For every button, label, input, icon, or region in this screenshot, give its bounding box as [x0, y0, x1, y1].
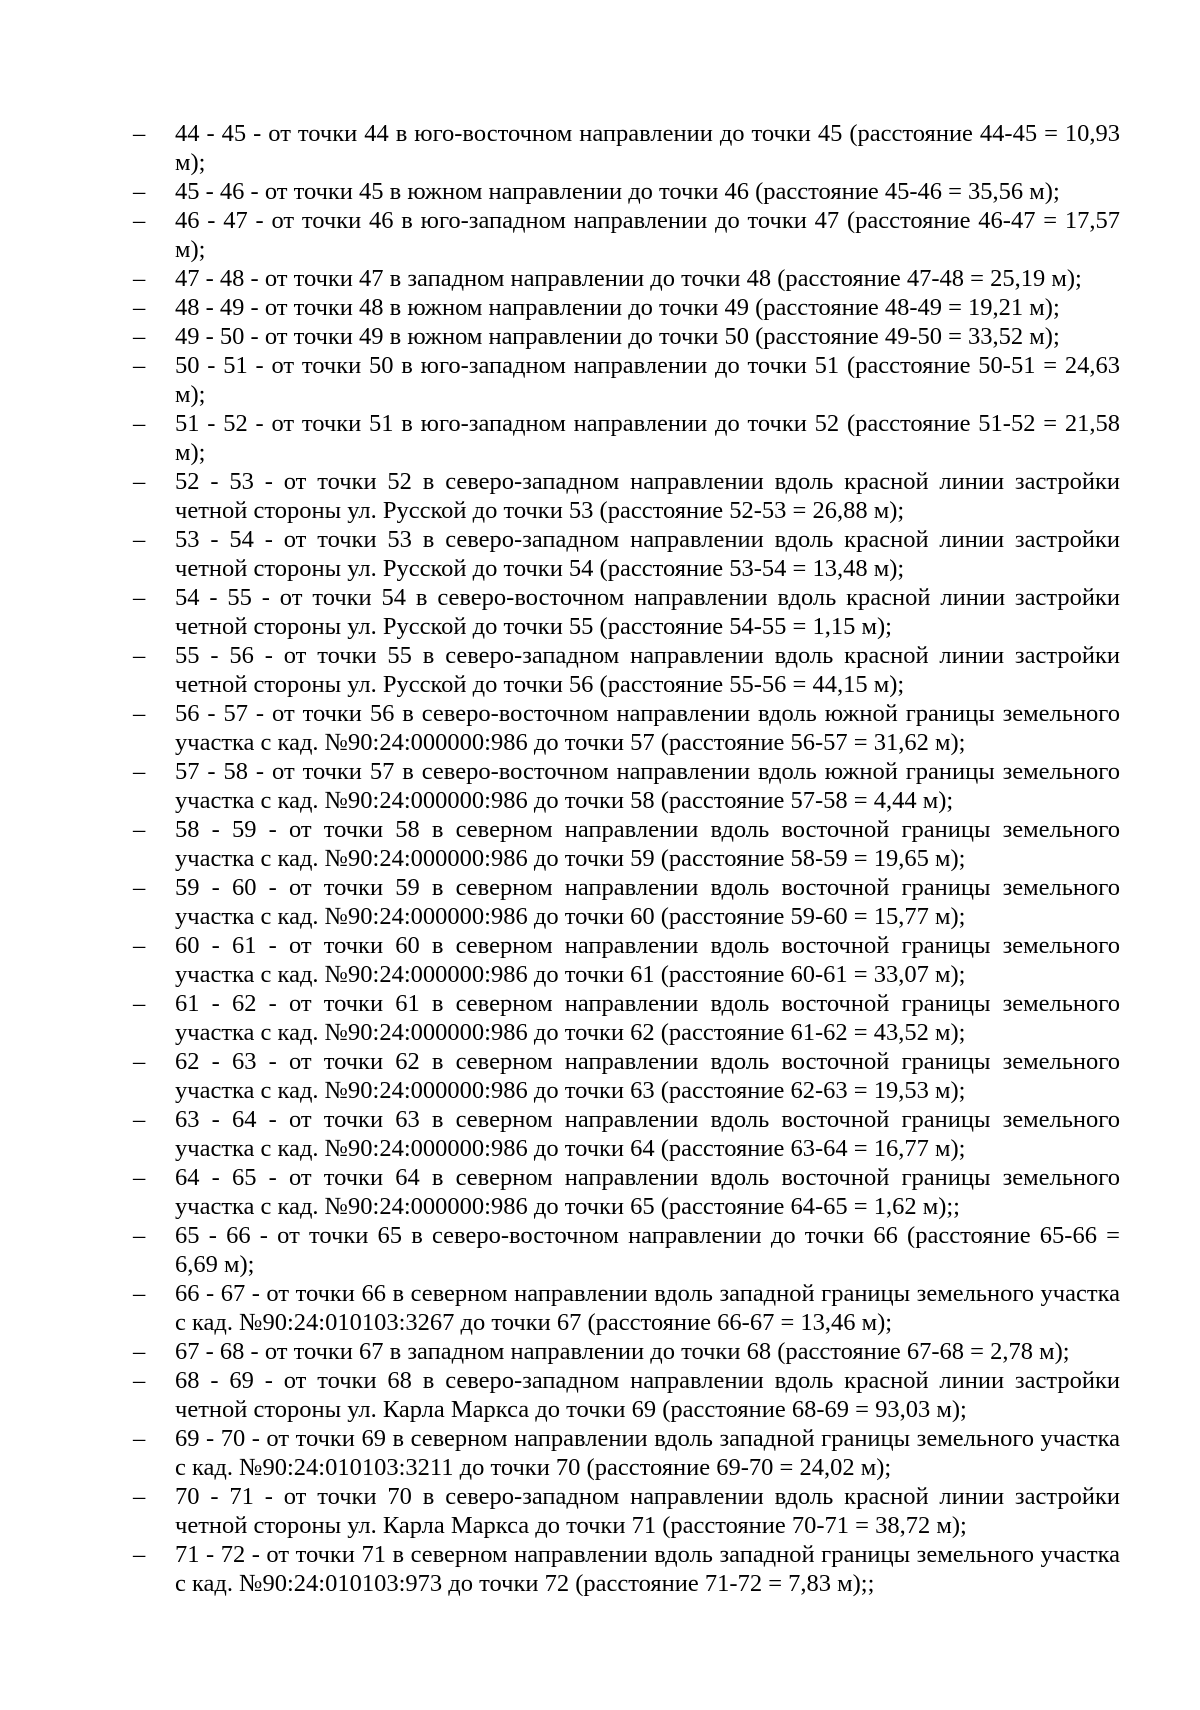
list-item [120, 264, 1120, 293]
list-item-text: 58 - 59 - от точки 58 в северном направлении вдоль восточной границы земельного участка с кад. №90:24:000000:986 до точки 59 (расстояние 58-59 = 19,65 м); [175, 816, 1120, 872]
list-item-text: 57 - 58 - от точки 57 в северо-восточном направлении вдоль южной границы земельного участка с кад. №90:24:000000:986 до точки 58 (расстояние 57-58 = 4,44 м); [175, 758, 1120, 814]
bullet-dash: – [133, 874, 146, 901]
list-item-text: 69 - 70 - от точки 69 в северном направлении вдоль западной границы земельного участка с кад. №90:24:010103:3211 до точки 70 (расстояние 69-70 = 24,02 м); [175, 1425, 1120, 1481]
list-item-text: 46 - 47 - от точки 46 в юго-западном направлении до точки 47 (расстояние 46-47 = 17,57 м); [175, 207, 1120, 263]
list-item-text: 70 - 71 - от точки 70 в северо-западном направлении вдоль красной линии застройки четной стороны ул. Карла Маркса до точки 71 (расстояние 70-71 = 38,72 м); [175, 1483, 1120, 1539]
bullet-dash: – [133, 1222, 146, 1249]
list-item [120, 351, 1120, 409]
bullet-dash: – [133, 468, 146, 495]
list-item [120, 1337, 1120, 1366]
list-item-text: 67 - 68 - от точки 67 в западном направлении до точки 68 (расстояние 67-68 = 2,78 м); [175, 1338, 1070, 1365]
list-item-text: 63 - 64 - от точки 63 в северном направлении вдоль восточной границы земельного участка с кад. №90:24:000000:986 до точки 64 (расстояние 63-64 = 16,77 м); [175, 1106, 1120, 1162]
list-item-text: 71 - 72 - от точки 71 в северном направлении вдоль западной границы земельного участка с кад. №90:24:010103:973 до точки 72 (расстояние 71-72 = 7,83 м);; [175, 1541, 1120, 1597]
bullet-dash: – [133, 1048, 146, 1075]
list-item [120, 1424, 1120, 1482]
list-item [120, 583, 1120, 641]
list-item-text: 56 - 57 - от точки 56 в северо-восточном направлении вдоль южной границы земельного участка с кад. №90:24:000000:986 до точки 57 (расстояние 56-57 = 31,62 м); [175, 700, 1120, 756]
bullet-dash: – [133, 1425, 146, 1452]
list-item [120, 525, 1120, 583]
list-item-text: 60 - 61 - от точки 60 в северном направлении вдоль восточной границы земельного участка с кад. №90:24:000000:986 до точки 61 (расстояние 60-61 = 33,07 м); [175, 932, 1120, 988]
list-item-text: 53 - 54 - от точки 53 в северо-западном направлении вдоль красной линии застройки четной стороны ул. Русской до точки 54 (расстояние 53-54 = 13,48 м); [175, 526, 1120, 582]
bullet-dash: – [133, 207, 146, 234]
list-item-text: 44 - 45 - от точки 44 в юго-восточном направлении до точки 45 (расстояние 44-45 = 10,93 м); [175, 120, 1120, 176]
bullet-dash: – [133, 265, 146, 292]
list-item [120, 641, 1120, 699]
list-item-text: 48 - 49 - от точки 48 в южном направлении до точки 49 (расстояние 48-49 = 19,21 м); [175, 294, 1060, 321]
list-item [120, 757, 1120, 815]
bullet-dash: – [133, 1367, 146, 1394]
list-item [120, 699, 1120, 757]
list-item [120, 409, 1120, 467]
bullet-dash: – [133, 932, 146, 959]
bullet-dash: – [133, 178, 146, 205]
list-item [120, 931, 1120, 989]
list-item-text: 47 - 48 - от точки 47 в западном направлении до точки 48 (расстояние 47-48 = 25,19 м); [175, 265, 1082, 292]
list-item-text: 59 - 60 - от точки 59 в северном направлении вдоль восточной границы земельного участка с кад. №90:24:000000:986 до точки 60 (расстояние 59-60 = 15,77 м); [175, 874, 1120, 930]
bullet-dash: – [133, 1483, 146, 1510]
bullet-dash: – [133, 120, 146, 147]
list-item-text: 64 - 65 - от точки 64 в северном направлении вдоль восточной границы земельного участка с кад. №90:24:000000:986 до точки 65 (расстояние 64-65 = 1,62 м);; [175, 1164, 1120, 1220]
list-item-text: 49 - 50 - от точки 49 в южном направлении до точки 50 (расстояние 49-50 = 33,52 м); [175, 323, 1060, 350]
list-item-text: 52 - 53 - от точки 52 в северо-западном направлении вдоль красной линии застройки четной стороны ул. Русской до точки 53 (расстояние 52-53 = 26,88 м); [175, 468, 1120, 524]
list-item [120, 1047, 1120, 1105]
bullet-dash: – [133, 816, 146, 843]
list-item [120, 815, 1120, 873]
list-item [120, 322, 1120, 351]
bullet-dash: – [133, 294, 146, 321]
list-item-text: 54 - 55 - от точки 54 в северо-восточном направлении вдоль красной линии застройки четной стороны ул. Русской до точки 55 (расстояние 54-55 = 1,15 м); [175, 584, 1120, 640]
boundary-segment-list [120, 119, 1120, 1598]
list-item [120, 1221, 1120, 1279]
bullet-dash: – [133, 1106, 146, 1133]
list-item-text: 55 - 56 - от точки 55 в северо-западном направлении вдоль красной линии застройки четной стороны ул. Русской до точки 56 (расстояние 55-56 = 44,15 м); [175, 642, 1120, 698]
bullet-dash: – [133, 990, 146, 1017]
list-item-text: 66 - 67 - от точки 66 в северном направлении вдоль западной границы земельного участка с кад. №90:24:010103:3267 до точки 67 (расстояние 66-67 = 13,46 м); [175, 1280, 1120, 1336]
list-item [120, 177, 1120, 206]
bullet-dash: – [133, 410, 146, 437]
list-item [120, 1163, 1120, 1221]
list-item-text: 68 - 69 - от точки 68 в северо-западном направлении вдоль красной линии застройки четной стороны ул. Карла Маркса до точки 69 (расстояние 68-69 = 93,03 м); [175, 1367, 1120, 1423]
bullet-dash: – [133, 1280, 146, 1307]
list-item [120, 293, 1120, 322]
list-item [120, 206, 1120, 264]
bullet-dash: – [133, 758, 146, 785]
bullet-dash: – [133, 1164, 146, 1191]
list-item [120, 1540, 1120, 1598]
list-item-text: 61 - 62 - от точки 61 в северном направлении вдоль восточной границы земельного участка с кад. №90:24:000000:986 до точки 62 (расстояние 61-62 = 43,52 м); [175, 990, 1120, 1046]
list-item [120, 1279, 1120, 1337]
bullet-dash: – [133, 642, 146, 669]
list-item [120, 1482, 1120, 1540]
list-item [120, 873, 1120, 931]
list-item [120, 1366, 1120, 1424]
list-item-text: 62 - 63 - от точки 62 в северном направлении вдоль восточной границы земельного участка с кад. №90:24:000000:986 до точки 63 (расстояние 62-63 = 19,53 м); [175, 1048, 1120, 1104]
bullet-dash: – [133, 323, 146, 350]
list-item-text: 45 - 46 - от точки 45 в южном направлении до точки 46 (расстояние 45-46 = 35,56 м); [175, 178, 1060, 205]
bullet-dash: – [133, 1541, 146, 1568]
list-item [120, 119, 1120, 177]
list-item [120, 989, 1120, 1047]
list-item [120, 1105, 1120, 1163]
list-item-text: 51 - 52 - от точки 51 в юго-западном направлении до точки 52 (расстояние 51-52 = 21,58 м); [175, 410, 1120, 466]
bullet-dash: – [133, 700, 146, 727]
bullet-dash: – [133, 1338, 146, 1365]
bullet-dash: – [133, 584, 146, 611]
bullet-dash: – [133, 526, 146, 553]
list-item-text: 65 - 66 - от точки 65 в северо-восточном направлении до точки 66 (расстояние 65-66 = 6,69 м); [175, 1222, 1120, 1278]
list-item [120, 467, 1120, 525]
bullet-dash: – [133, 352, 146, 379]
list-item-text: 50 - 51 - от точки 50 в юго-западном направлении до точки 51 (расстояние 50-51 = 24,63 м); [175, 352, 1120, 408]
